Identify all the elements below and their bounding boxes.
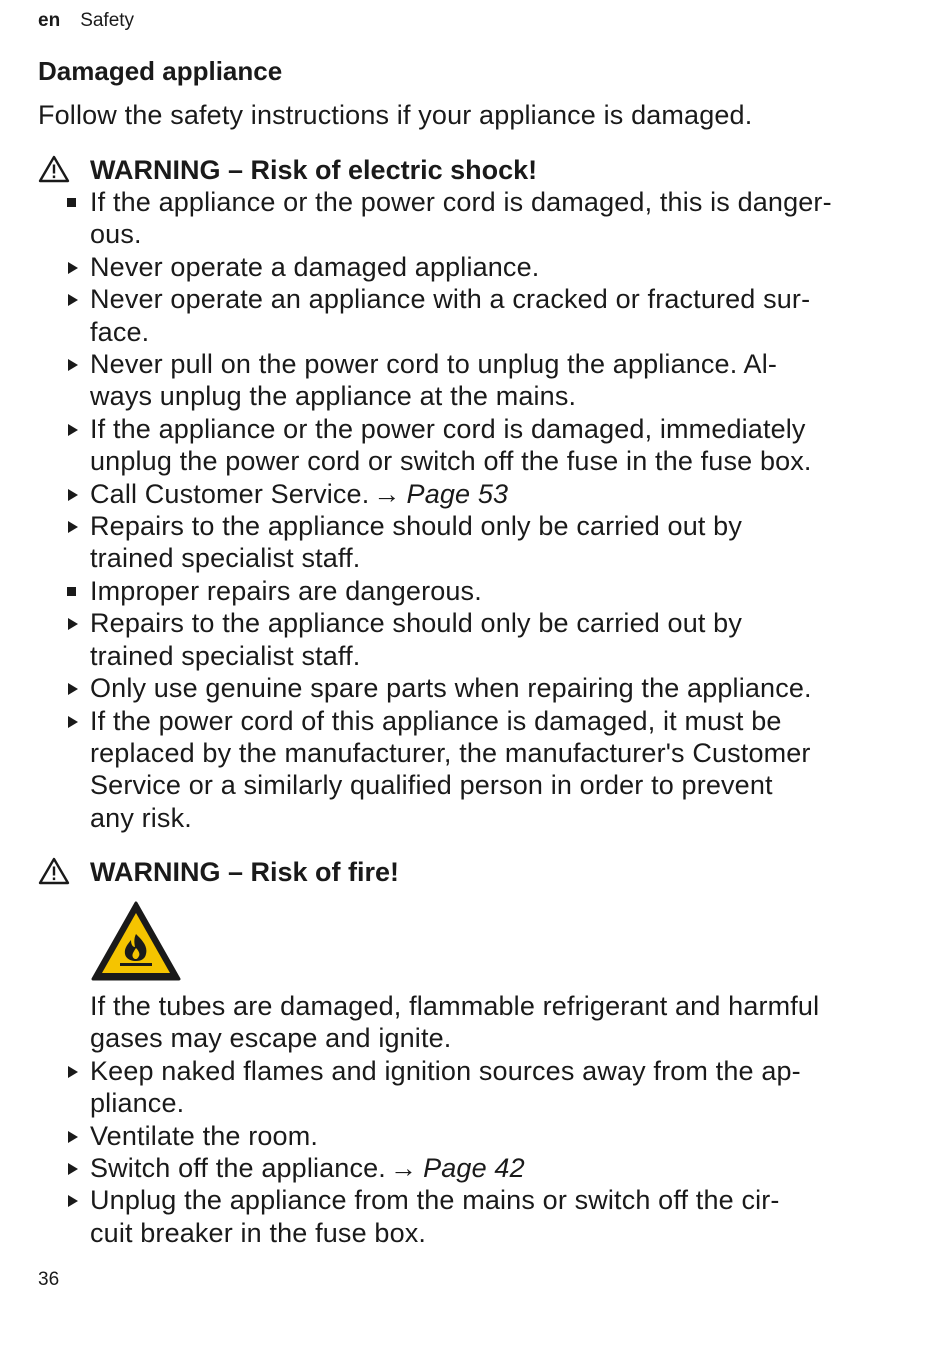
triangle-bullet-icon bbox=[68, 1066, 78, 1078]
section-name: Safety bbox=[80, 10, 135, 31]
square-bullet-icon bbox=[67, 198, 76, 207]
list-item: Improper repairs are dangerous. bbox=[38, 575, 908, 607]
page-reference-link[interactable]: Page 53 bbox=[406, 478, 509, 509]
triangle-bullet-icon bbox=[68, 683, 78, 695]
warning-triangle-icon bbox=[38, 155, 70, 183]
square-bullet-icon bbox=[67, 587, 76, 596]
warning-electric-shock bbox=[38, 154, 908, 834]
flammable-hazard-icon bbox=[90, 900, 182, 982]
fire-warning-text: If the tubes are damaged, flammable refrigerant and harmful gases may escape and ignite. bbox=[90, 991, 820, 1054]
triangle-bullet-icon bbox=[68, 716, 78, 728]
triangle-bullet-icon bbox=[68, 1131, 78, 1143]
step-item: Never pull on the power cord to unplug the appliance. Al- ways unplug the appliance at the mains. bbox=[64, 348, 908, 413]
step-list bbox=[38, 1055, 908, 1249]
step-item: Unplug the appliance from the mains or switch off the cir- cuit breaker in the fuse box. bbox=[64, 1184, 908, 1249]
language-code: en bbox=[38, 10, 61, 31]
warning-heading bbox=[38, 856, 908, 888]
triangle-bullet-icon bbox=[68, 618, 78, 630]
triangle-bullet-icon bbox=[68, 262, 78, 274]
step-item: Keep naked flames and ignition sources away from the ap- pliance. bbox=[64, 1055, 908, 1120]
intro-text: Follow the safety instructions if your appliance is damaged. bbox=[38, 100, 753, 130]
page-number: 36 bbox=[38, 1269, 60, 1290]
warning-heading-text: WARNING – Risk of electric shock! bbox=[90, 155, 538, 185]
triangle-bullet-icon bbox=[68, 424, 78, 436]
page-header bbox=[38, 9, 134, 33]
warning-triangle-icon bbox=[38, 857, 70, 885]
triangle-bullet-icon bbox=[68, 521, 78, 533]
triangle-bullet-icon bbox=[68, 294, 78, 306]
section-title: Damaged appliance bbox=[38, 56, 283, 86]
step-item: Only use genuine spare parts when repairing the appliance. bbox=[64, 672, 908, 704]
step-item: Repairs to the appliance should only be carried out by trained specialist staff. bbox=[64, 510, 908, 575]
arrow-right-icon: → bbox=[389, 1153, 418, 1184]
step-item: Never operate a damaged appliance. bbox=[64, 251, 908, 283]
step-item: Never operate an appliance with a cracked or fractured sur- face. bbox=[64, 283, 908, 348]
step-item: If the power cord of this appliance is damaged, it must be replaced by the manufacturer, the manufacturer's Customer Service or a similarly qualified person in order to prevent any risk. bbox=[64, 705, 908, 835]
list-item: If the appliance or the power cord is damaged, this is danger- ous. bbox=[38, 186, 908, 251]
warning-heading bbox=[38, 154, 908, 186]
warning-fire bbox=[38, 856, 908, 1249]
step-item: Switch off the appliance. → Page 42 bbox=[64, 1152, 908, 1184]
triangle-bullet-icon bbox=[68, 1163, 78, 1175]
arrow-right-icon: → bbox=[373, 478, 401, 509]
step-item: Repairs to the appliance should only be carried out by trained specialist staff. bbox=[64, 607, 908, 672]
step-item: Call Customer Service. → Page 53 bbox=[64, 478, 908, 510]
step-list bbox=[38, 251, 908, 575]
page-reference-link[interactable]: Page 42 bbox=[423, 1153, 525, 1184]
step-list bbox=[38, 607, 908, 834]
triangle-bullet-icon bbox=[68, 359, 78, 371]
step-item: Ventilate the room. bbox=[64, 1120, 908, 1152]
step-item: If the appliance or the power cord is damaged, immediately unplug the power cord or switch off the fuse in the fuse box. bbox=[64, 413, 908, 478]
triangle-bullet-icon bbox=[68, 489, 78, 501]
warning-heading-text: WARNING – Risk of fire! bbox=[90, 857, 400, 887]
triangle-bullet-icon bbox=[68, 1195, 78, 1207]
